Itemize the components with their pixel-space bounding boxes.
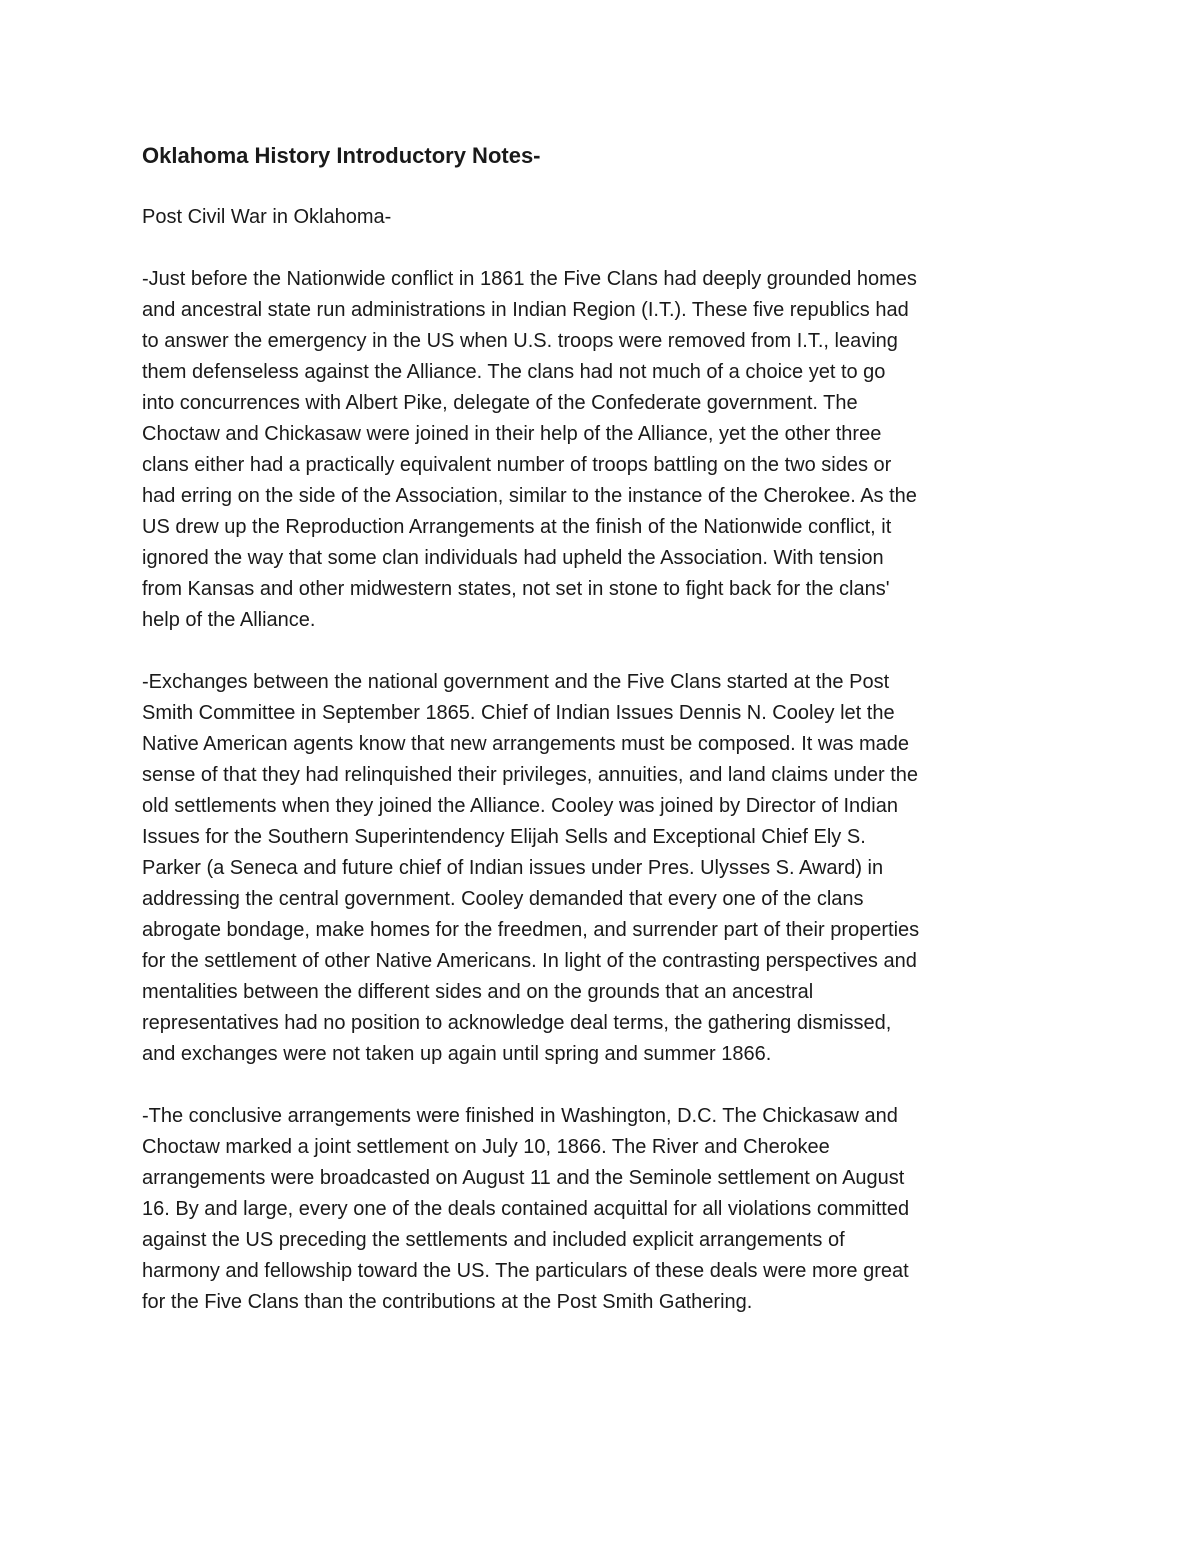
paragraph-line: Choctaw and Chickasaw were joined in their help of the Alliance, yet the other three [142,423,882,445]
paragraph-line: sense of that they had relinquished their privileges, annuities, and land claims under the [142,764,919,786]
document-title: Oklahoma History Introductory Notes- [142,143,541,168]
paragraph-line: for the Five Clans than the contributions at the Post Smith Gathering. [142,1291,753,1313]
paragraph-line: abrogate bondage, make homes for the freedmen, and surrender part of their properties [142,919,920,941]
paragraph [142,667,1082,1070]
paragraph-line: mentalities between the different sides and on the grounds that an ancestral [142,981,814,1003]
paragraph-line: help of the Alliance. [142,609,316,631]
paragraph-line: clans either had a practically equivalent number of troops battling on the two sides or [142,454,892,476]
paragraph-line: Parker (a Seneca and future chief of Indian issues under Pres. Ulysses S. Award) in [142,857,884,879]
section-heading: Post Civil War in Oklahoma- [142,206,392,228]
document-page [142,140,1082,1349]
paragraph-line: Choctaw marked a joint settlement on July 10, 1866. The River and Cherokee [142,1136,830,1158]
paragraph-line: harmony and fellowship toward the US. The particulars of these deals were more great [142,1260,909,1282]
paragraph-line: old settlements when they joined the Alliance. Cooley was joined by Director of Indian [142,795,898,817]
document-body [142,264,1082,1318]
paragraph-line: and exchanges were not taken up again until spring and summer 1866. [142,1043,772,1065]
paragraph-line: -Exchanges between the national government and the Five Clans started at the Post [142,671,890,693]
paragraph-line: Issues for the Southern Superintendency Elijah Sells and Exceptional Chief Ely S. [142,826,866,848]
paragraph-line: -The conclusive arrangements were finished in Washington, D.C. The Chickasaw and [142,1105,898,1127]
paragraph [142,264,1082,636]
paragraph-line: arrangements were broadcasted on August 11 and the Seminole settlement on August [142,1167,905,1189]
paragraph-line: -Just before the Nationwide conflict in 1861 the Five Clans had deeply grounded homes [142,268,917,290]
paragraph-line: representatives had no position to acknowledge deal terms, the gathering dismissed, [142,1012,892,1034]
paragraph-line: them defenseless against the Alliance. The clans had not much of a choice yet to go [142,361,886,383]
paragraph-line: against the US preceding the settlements and included explicit arrangements of [142,1229,845,1251]
paragraph-line: had erring on the side of the Association, similar to the instance of the Cherokee. As the [142,485,917,507]
paragraph-line: Smith Committee in September 1865. Chief of Indian Issues Dennis N. Cooley let the [142,702,895,724]
paragraph-line: US drew up the Reproduction Arrangements at the finish of the Nationwide conflict, it [142,516,892,538]
paragraph-line: 16. By and large, every one of the deals contained acquittal for all violations committed [142,1198,910,1220]
paragraph-line: from Kansas and other midwestern states, not set in stone to fight back for the clans' [142,578,890,600]
paragraph-line: into concurrences with Albert Pike, delegate of the Confederate government. The [142,392,858,414]
paragraph-line: for the settlement of other Native Americans. In light of the contrasting perspectives and [142,950,917,972]
paragraph [142,1101,1082,1318]
paragraph-line: Native American agents know that new arrangements must be composed. It was made [142,733,910,755]
paragraph-line: and ancestral state run administrations in Indian Region (I.T.). These five republics had [142,299,909,321]
paragraph-line: to answer the emergency in the US when U.S. troops were removed from I.T., leaving [142,330,898,352]
paragraph-line: addressing the central government. Cooley demanded that every one of the clans [142,888,864,910]
paragraph-line: ignored the way that some clan individuals had upheld the Association. With tension [142,547,884,569]
